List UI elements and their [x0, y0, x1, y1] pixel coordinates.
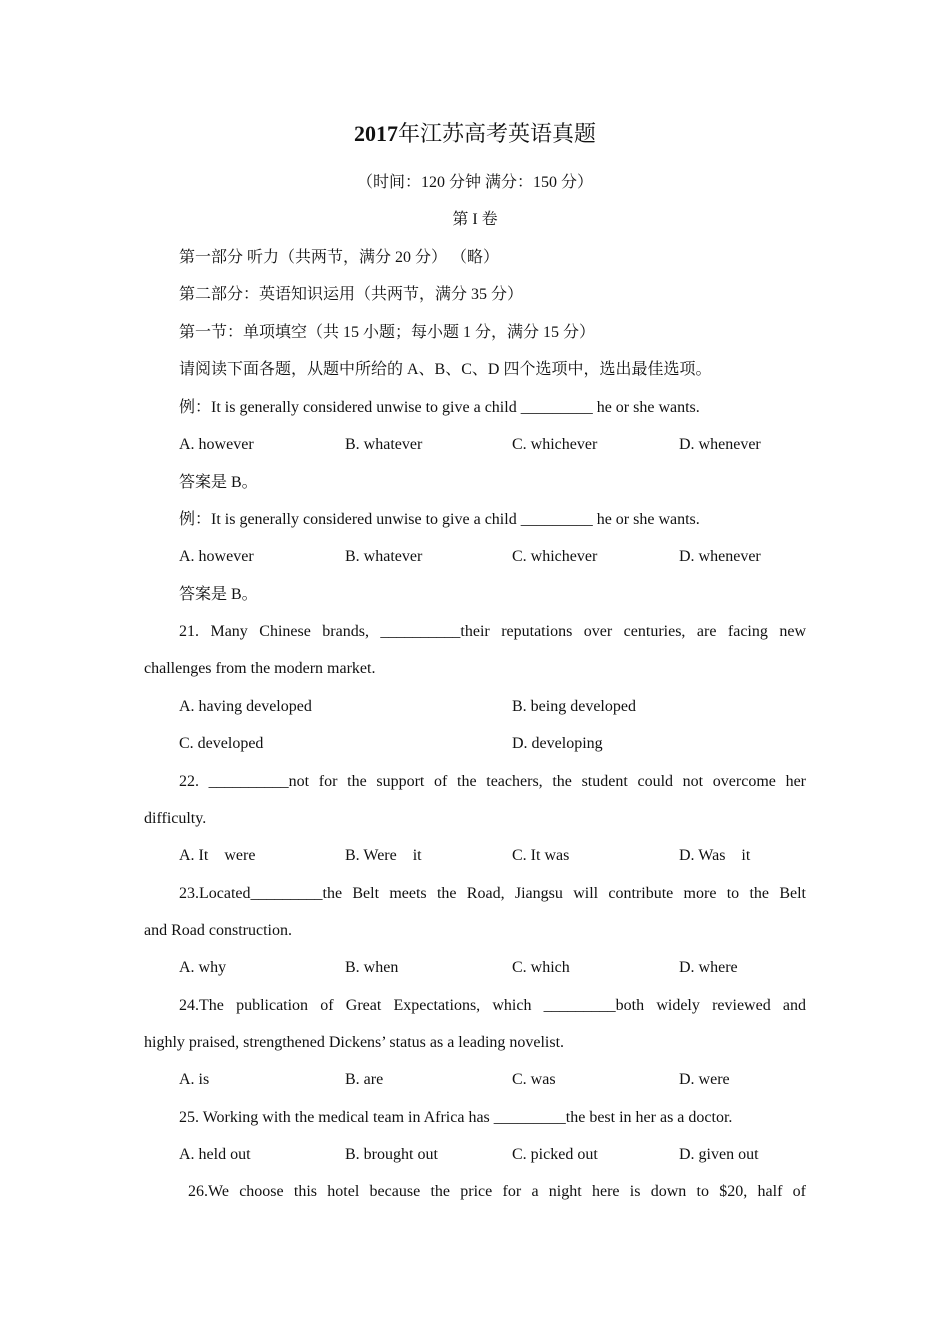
example-option-c: C. whichever: [512, 548, 598, 565]
example-option-d: D. whenever: [679, 436, 761, 453]
question-21-stem-cont: challenges from the modern market.: [144, 660, 376, 677]
question-23-option-d: D. where: [679, 959, 738, 976]
question-21-stem: 21. Many Chinese brands, __________their reputations over centuries, are facing new: [179, 623, 806, 640]
page-title: [0, 118, 950, 150]
question-24-option-c: C. was: [512, 1071, 556, 1088]
question-23-stem: 23.Located_________the Belt meets the Road, Jiangsu will contribute more to the Belt: [179, 885, 806, 902]
title-text: 年江苏高考英语真题: [397, 121, 596, 146]
question-21-option-b: B. being developed: [512, 698, 636, 715]
example-option-a: A. however: [179, 548, 254, 565]
example-option-c: C. whichever: [512, 436, 598, 453]
example-answer: 答案是 B。: [179, 474, 258, 491]
question-22-option-c: C. It was: [512, 847, 570, 864]
example-stem: 例：It is generally considered unwise to give a child _________ he or she wants.: [179, 399, 700, 416]
example-option-a: A. however: [179, 436, 254, 453]
example-option-d: D. whenever: [679, 548, 761, 565]
part2-heading: 第二部分：英语知识运用（共两节，满分 35 分）: [179, 286, 524, 303]
example-option-b: B. whatever: [345, 436, 423, 453]
instruction-text: 请阅读下面各题，从题中所给的 A、B、C、D 四个选项中，选出最佳选项。: [179, 361, 712, 378]
question-23-option-b: B. when: [345, 959, 399, 976]
question-24-option-b: B. are: [345, 1071, 384, 1088]
example-option-b: B. whatever: [345, 548, 423, 565]
question-22-option-a: A. It were: [179, 847, 256, 864]
example-answer: 答案是 B。: [179, 586, 258, 603]
question-24-stem-cont: highly praised, strengthened Dickens’ status as a leading novelist.: [144, 1034, 565, 1051]
question-25-option-b: B. brought out: [345, 1146, 438, 1163]
question-24-option-d: D. were: [679, 1071, 730, 1088]
question-23-option-c: C. which: [512, 959, 570, 976]
volume-label: 第 I 卷: [452, 211, 498, 228]
question-26-stem: 26.We choose this hotel because the price for a night here is down to $20, half of: [188, 1183, 806, 1200]
question-21-option-c: C. developed: [179, 735, 264, 752]
question-25-stem: 25. Working with the medical team in Africa has _________the best in her as a doctor.: [179, 1109, 733, 1126]
part1-heading: 第一部分 听力（共两节，满分 20 分） （略）: [179, 249, 500, 266]
question-21-option-d: D. developing: [512, 735, 603, 752]
question-25-option-a: A. held out: [179, 1146, 251, 1163]
example-stem: 例：It is generally considered unwise to give a child _________ he or she wants.: [179, 511, 700, 528]
question-25-option-c: C. picked out: [512, 1146, 598, 1163]
question-23-stem-cont: and Road construction.: [144, 922, 292, 939]
title-year: 2017: [353, 121, 398, 146]
question-21-option-a: A. having developed: [179, 698, 312, 715]
question-22-stem: 22. __________not for the support of the teachers, the student could not overcome her: [179, 773, 806, 790]
question-22-stem-cont: difficulty.: [144, 810, 207, 827]
section1-heading: 第一节：单项填空（共 15 小题；每小题 1 分，满分 15 分）: [179, 324, 596, 341]
question-25-option-d: D. given out: [679, 1146, 759, 1163]
question-22-option-d: D. Was it: [679, 847, 751, 864]
question-22-option-b: B. Were it: [345, 847, 422, 864]
question-23-option-a: A. why: [179, 959, 227, 976]
question-24-option-a: A. is: [179, 1071, 210, 1088]
exam-subtitle: （时间：120 分钟 满分：150 分）: [356, 174, 593, 191]
question-24-stem: 24.The publication of Great Expectations, which _________both widely reviewed and: [179, 997, 806, 1014]
